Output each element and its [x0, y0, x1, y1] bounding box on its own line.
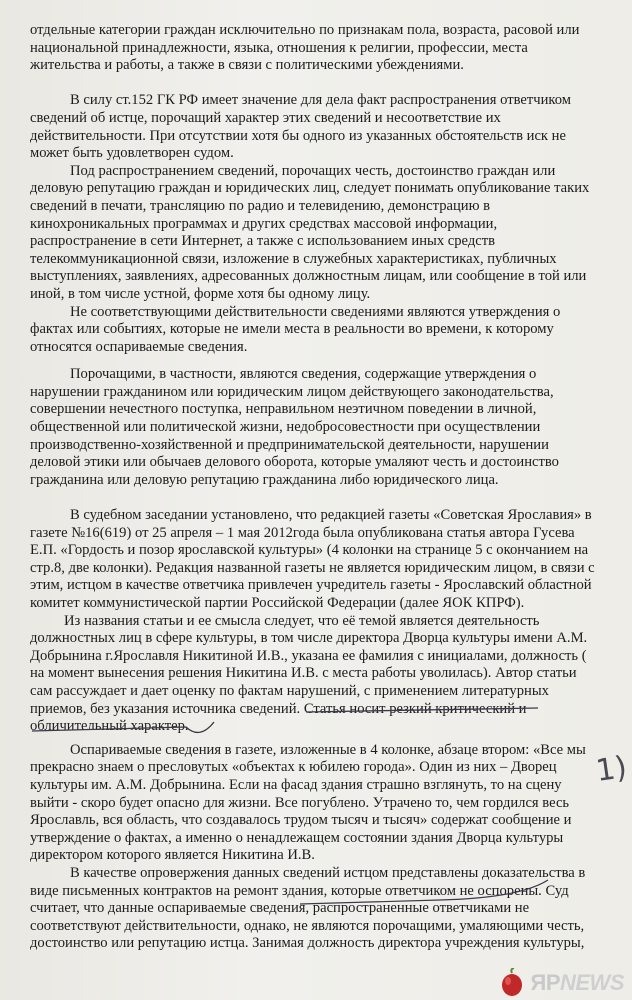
- text-line: отдельные категории граждан исключительно по признакам пола, возраста, расовой или: [30, 22, 580, 38]
- paragraph-5: [30, 366, 616, 489]
- document-text: [30, 22, 616, 953]
- text-line: этим, истцом в качестве ответчика привлечен учредитель газеты - Ярославский областной: [30, 577, 592, 594]
- text-line: совершении нечестного поступка, неправильном неэтичном поведении в личной,: [30, 401, 537, 418]
- text-line: должностных лиц в сфере культуры, в том числе директора Дворца культуры имени А.М.: [30, 630, 588, 647]
- text-line: иной, в том числе устной, форме хотя бы одному лицу.: [30, 285, 371, 302]
- text-line: гражданина или деловую репутацию гражданина либо юридического лица.: [30, 471, 499, 488]
- text-line: общественной или политической жизни, недобросовестности при осуществлении: [30, 419, 541, 436]
- watermark-logo: [497, 968, 625, 998]
- text-line: телекоммуникационной связи, изложение в служебных характеристиках, публичных: [30, 250, 557, 267]
- text-line: соответствуют действительности, однако, не являются порочащими, умаляющими честь,: [30, 917, 585, 934]
- text-line: сведений в печати, трансляцию по радио и телевидению, демонстрацию в: [30, 197, 491, 214]
- text-line: В силу ст.152 ГК РФ имеет значение для дела факт распространения ответчиком: [70, 92, 571, 109]
- text-line: относятся оспариваемые сведения.: [30, 338, 248, 355]
- paragraph-4: [30, 304, 616, 357]
- paragraph-8: [30, 742, 616, 865]
- text-line: Е.П. «Гордость и позор ярославской культуры» (4 колонки на странице 5 с окончанием на: [30, 542, 589, 559]
- text-line: Добрынина г.Ярославля Никитиной И.В., указана ее фамилия с инициалами, должность (: [30, 647, 587, 664]
- text-line: может быть удовлетворен судом.: [30, 145, 234, 162]
- text-line: культуры им. А.М. Добрынина. Если на фасад здания страшно взглянуть, то на сцену: [30, 776, 562, 793]
- text-line: выйти - скоро будет опасно для жизни. Все погублено. Утрачено то, чем гордился весь: [30, 794, 570, 811]
- text-line: обличительный характер.: [30, 718, 189, 735]
- text-line: виде письменных контрактов на ремонт здания, которые ответчиком не оспорены. Суд: [30, 882, 569, 899]
- paragraph-9: [30, 865, 616, 953]
- text-line: стр.8, две колонки). Редакция названной газеты не является юридическим лицом, в связи с: [30, 559, 595, 576]
- text-line: фактах или событиях, которые не имели места в реальности во времени, к которому: [30, 321, 554, 338]
- text-line: Под распространением сведений, порочащих честь, достоинство граждан или: [70, 162, 556, 179]
- text-line: считает, что данные оспариваемые сведения, распространенные ответчиками не: [30, 900, 530, 917]
- text-line: В качестве опровержения данных сведений истцом представлены доказательства в: [70, 864, 586, 881]
- text-line: кинохроникальных программах и других средствах массовой информации,: [30, 215, 498, 232]
- text-line: Ярославль, вся область, что создавалось трудом тысяч и тысяч» содержат сообщение и: [30, 812, 572, 829]
- text-line: Из названия статьи и ее смысла следует, что её темой является деятельность: [64, 612, 540, 629]
- text-line: нарушении гражданином или юридическим лицом действующего законодательства,: [30, 383, 554, 400]
- pepper-logo-icon: [497, 968, 527, 998]
- text-line: прекрасно знаем о пресловутых «объектах к юбилею города». Один из них – Дворец: [30, 759, 557, 776]
- text-line: газете №16(619) от 25 апреля – 1 мая 2012года была опубликована статья автора Гусева: [30, 524, 575, 541]
- text-line: Порочащими, в частности, являются сведения, содержащие утверждения о: [70, 366, 537, 383]
- text-line: В судебном заседании установлено, что редакцией газеты «Советская Ярославия» в: [70, 507, 592, 524]
- text-line: директором которого является Никитина И.В.: [30, 847, 315, 864]
- handwritten-margin-note: 1): [593, 750, 630, 789]
- text-line: выступлениях, заявлениях, адресованных должностным лицам, или сообщение в той или: [30, 268, 587, 285]
- text-line: Оспариваемые сведения в газете, изложенные в 4 колонке, абзаце втором: «Все мы: [70, 741, 586, 758]
- text-line: национальной принадлежности, языка, отношения к религии, профессии, места: [30, 39, 528, 56]
- text-line: деловую репутацию граждан и юридических лиц, следует понимать опубликование таких: [30, 180, 590, 197]
- text-line: сам рассуждает и дает оценку по фактам нарушений, с применением литературных: [30, 682, 549, 699]
- text-line: приемов, без указания источника сведений. Статья носит резкий критический и: [30, 700, 527, 717]
- paragraph-1: [30, 22, 616, 75]
- text-line: деловой этики или обычаев делового оборота, которые умаляют честь и достоинство: [30, 454, 559, 471]
- text-line: сведений об истце, порочащий характер этих сведений и несоответствие их: [30, 109, 501, 126]
- logo-text: ЯРNEWS: [530, 970, 624, 995]
- paragraph-6: [30, 507, 616, 613]
- paragraph-3: [30, 163, 616, 304]
- text-line: производственно-хозяйственной и предпринимательской деятельности, нарушении: [30, 436, 549, 453]
- paragraph-2: [30, 92, 616, 162]
- text-line: достоинство или репутацию истца. Занимая должность директора учреждения культуры,: [30, 935, 585, 952]
- text-line: утверждение о фактах, а именно о ненадлежащем состоянии здания Дворца культуры: [30, 829, 564, 846]
- text-line: жительства и работы, а также в связи с политическими убеждениями.: [30, 57, 464, 74]
- text-line: на момент вынесения решения Никитина И.В. с места работы уволилась). Автор статьи: [30, 665, 577, 682]
- text-line: Не соответствующими действительности сведениями являются утверждения о: [70, 303, 561, 320]
- text-line: действительности. При отсутствии хотя бы одного из указанных обстоятельств иск не: [30, 127, 566, 144]
- paragraph-7: [30, 613, 616, 736]
- text-line: распространение в сети Интернет, а также с использованием иных средств: [30, 233, 495, 250]
- text-line: комитет коммунистической партии Российской Федерации (далее ЯОК КПРФ).: [30, 595, 525, 611]
